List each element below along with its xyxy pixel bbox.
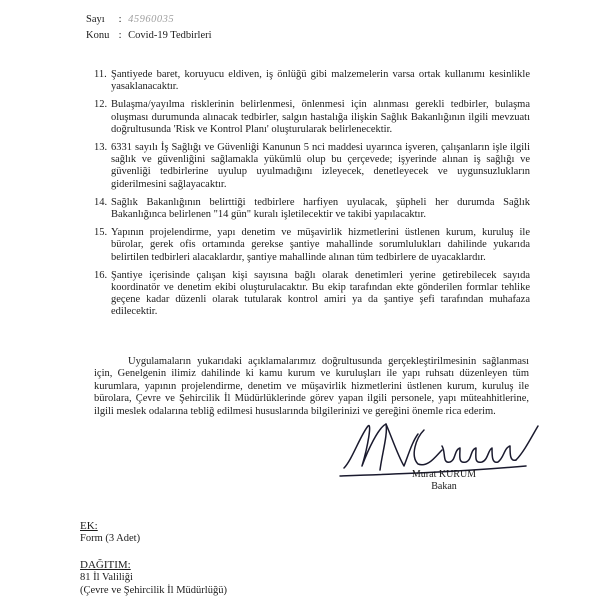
- signer-name: Murat KURUM: [411, 469, 477, 480]
- list-item: [94, 142, 530, 191]
- item-text: Şantiyede baret, koruyucu eldiven, iş önlüğü gibi malzemelerin varsa ortak kullanımı kesinlikle yasaklanacaktır.: [111, 69, 530, 93]
- konu-value: Covid-19 Tedbirleri: [128, 30, 212, 41]
- list-item: [94, 99, 530, 136]
- item-number: 12.: [94, 99, 108, 111]
- item-text: Yapının projelendirme, yapı denetim ve müşavirlik hizmetlerini üstlenen kurum, kuruluş ile bürolar, gerek ofis ortamında gerekse şantiye mahallinde sorumlulukları dahilinde yukarıda belirtilen tedbirleri alacaklardır, şantiye mahallinde alınan tüm tedbirlere de uyacaklardır.: [111, 227, 530, 263]
- item-number: 15.: [94, 227, 108, 239]
- list-item: [94, 197, 530, 221]
- item-number: 11.: [94, 69, 107, 80]
- item-number: 16.: [94, 269, 108, 281]
- signer-block: [404, 469, 484, 492]
- dagitim-line: 81 İl Valiliği: [80, 572, 133, 583]
- item-text: Bulaşma/yayılma risklerinin belirlenmesi, önlenmesi için alınması gerekli tedbirler, bulaşma oluşması durumunda alınacak tedbirler, salgın hastalığa ilişkin Sağlık Bakanlığının ilgili mevzuatı doğrultusunda 'Risk ve Kontrol Planı' oluşturularak belirlenecektir.: [111, 99, 530, 135]
- dagitim-heading: DAĞITIM:: [80, 559, 131, 571]
- list-item: [94, 227, 530, 264]
- item-text: 6331 sayılı İş Sağlığı ve Güvenliği Kanunun 5 nci maddesi uyarınca işveren, çalışanların işle ilgili sağlık ve güvenliğini sağlamakla yükümlü olup bu çerçevede; işyerinde alınan iş sağlığı ve güvenliği tedbirlerine uyulup uyulmadığını izleyecek, denetleyecek ve uygunsuzlukların giderilmesini sağlayacaktır.: [111, 142, 530, 190]
- ek-text: Form (3 Adet): [80, 533, 141, 544]
- sayi-separator: :: [118, 14, 122, 25]
- closing-paragraph: Uygulamaların yukarıdaki açıklamalarımız doğrultusunda gerçekleştirilmesinin sağlanması için, Genelgenin ilimiz dahilinde ki kamu kurum ve kuruluşları ile yapı ruhsatı düzenleyen tüm kurumlara, yapının projelendirme, denetim ve müşavirlik hizmetlerini üstlenen kurum, kuruluş ile bürolara, Çevre ve Şehircilik İl Müdürlüklerinde görev yapan ilgili personele, yapı müteahhitlerine, ilgili meslek odalarına tebliğ edilmesi hususlarında bilgilerinizi ve gereğini önemle rica ederim.: [94, 356, 529, 417]
- ek-heading: EK:: [80, 520, 98, 532]
- measures-list: [94, 69, 530, 325]
- sayi-label: Sayı: [86, 14, 105, 25]
- item-text: Şantiye içerisinde çalışan kişi sayısına bağlı olarak denetimleri yerine getirebilecek sayıda koordinatör ve denetim ekibi oluşturulacaktır. Bu ekip tarafından ekte gönderilen formlar tehlike geçene kadar düzenli olarak tutularak kontrol amiri ya da şantiye şefi tarafından muhafaza edilecektir.: [111, 269, 530, 318]
- sayi-value: 45960035: [128, 14, 175, 25]
- item-number: 13.: [94, 142, 108, 154]
- item-number: 14.: [94, 196, 108, 208]
- konu-label: Konu: [86, 30, 110, 41]
- header-sayi: [86, 13, 174, 26]
- konu-separator: :: [118, 30, 122, 41]
- list-item: [94, 270, 530, 319]
- dagitim-line: (Çevre ve Şehircilik İl Müdürlüğü): [80, 585, 227, 596]
- list-item: [94, 69, 530, 93]
- item-text: Sağlık Bakanlığının belirttiği tedbirlere harfiyen uyulacak, şüpheli her durumda Sağlık Bakanlığınca belirlenen "14 gün" kuralı işletilecektir ve takibi yapılacaktır.: [111, 196, 530, 221]
- signer-title: Bakan: [431, 480, 457, 492]
- header-konu: [86, 29, 212, 42]
